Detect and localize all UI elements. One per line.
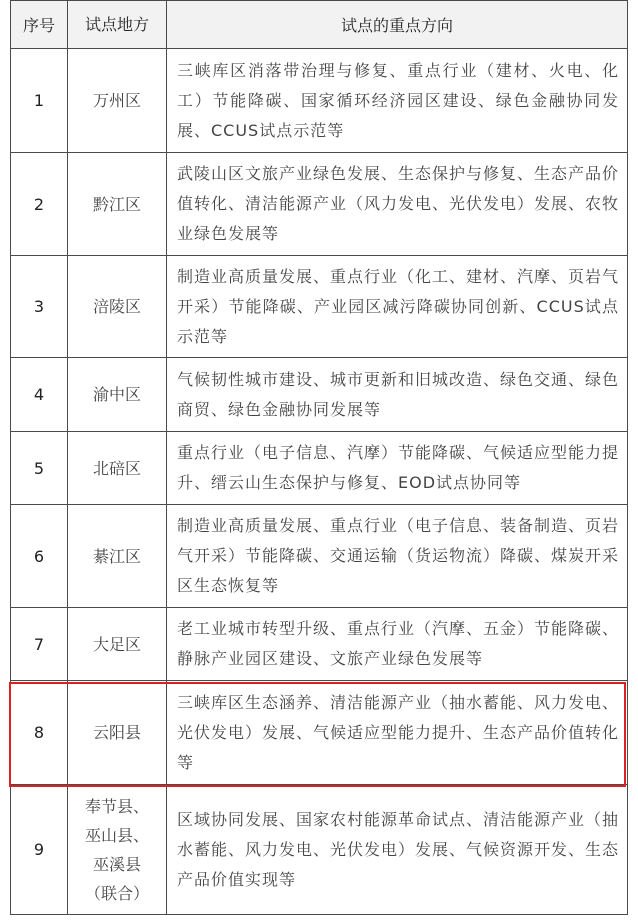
row-location: 渝中区	[68, 358, 167, 432]
row-direction: 区域协同发展、国家农村能源革命试点、清洁能源产业（抽水蓄能、风力发电、光伏发电）发展、气候资源开发、生态产品价值实现等	[167, 785, 628, 915]
location-line: 巫溪县	[92, 854, 141, 874]
table-row	[11, 256, 628, 358]
table-row	[11, 608, 628, 681]
row-direction: 三峡库区消落带治理与修复、重点行业（建材、火电、化工）节能降碳、国家循环经济园区建设、绿色金融协同发展、CCUS试点示范等	[167, 49, 628, 153]
table-row	[11, 153, 628, 256]
table-row	[11, 358, 628, 432]
location-line: （联合）	[84, 883, 149, 903]
row-num: 4	[11, 358, 68, 432]
row-location: 涪陵区	[68, 256, 167, 358]
header-direction: 试点的重点方向	[167, 1, 628, 49]
row-num: 8	[11, 681, 68, 785]
location-line: 巫山县、	[84, 825, 149, 845]
location-line: 奉节县、	[84, 796, 149, 816]
row-direction: 重点行业（电子信息、汽摩）节能降碳、气候适应型能力提升、缙云山生态保护与修复、EOD试点协同等	[167, 432, 628, 505]
row-num: 6	[11, 505, 68, 608]
pilot-table	[10, 0, 628, 915]
header-num: 序号	[11, 1, 68, 49]
row-direction: 武陵山区文旅产业绿色发展、生态保护与修复、生态产品价值转化、清洁能源产业（风力发电、光伏发电）发展、农牧业绿色发展等	[167, 153, 628, 256]
row-direction: 老工业城市转型升级、重点行业（汽摩、五金）节能降碳、静脉产业园区建设、文旅产业绿色发展等	[167, 608, 628, 681]
header-location: 试点地方	[68, 1, 167, 49]
row-num: 1	[11, 49, 68, 153]
row-num: 5	[11, 432, 68, 505]
row-num: 9	[11, 785, 68, 915]
row-location: 北碚区	[68, 432, 167, 505]
row-direction: 制造业高质量发展、重点行业（电子信息、装备制造、页岩气开采）节能降碳、交通运输（货运物流）降碳、煤炭开采区生态恢复等	[167, 505, 628, 608]
table-row	[11, 432, 628, 505]
row-location: 万州区	[68, 49, 167, 153]
row-location: 大足区	[68, 608, 167, 681]
row-location: 綦江区	[68, 505, 167, 608]
table-row-highlighted	[11, 681, 628, 785]
row-direction: 气候韧性城市建设、城市更新和旧城改造、绿色交通、绿色商贸、绿色金融协同发展等	[167, 358, 628, 432]
row-location: 云阳县	[68, 681, 167, 785]
table-row	[11, 49, 628, 153]
table-row	[11, 785, 628, 915]
row-num: 3	[11, 256, 68, 358]
row-direction: 制造业高质量发展、重点行业（化工、建材、汽摩、页岩气开采）节能降碳、产业园区减污降碳协同创新、CCUS试点示范等	[167, 256, 628, 358]
row-location: 黔江区	[68, 153, 167, 256]
row-num: 7	[11, 608, 68, 681]
table-row	[11, 505, 628, 608]
header-row	[11, 1, 628, 49]
row-num: 2	[11, 153, 68, 256]
row-direction: 三峡库区生态涵养、清洁能源产业（抽水蓄能、风力发电、光伏发电）发展、气候适应型能力提升、生态产品价值转化等	[167, 681, 628, 785]
row-location	[68, 785, 167, 915]
